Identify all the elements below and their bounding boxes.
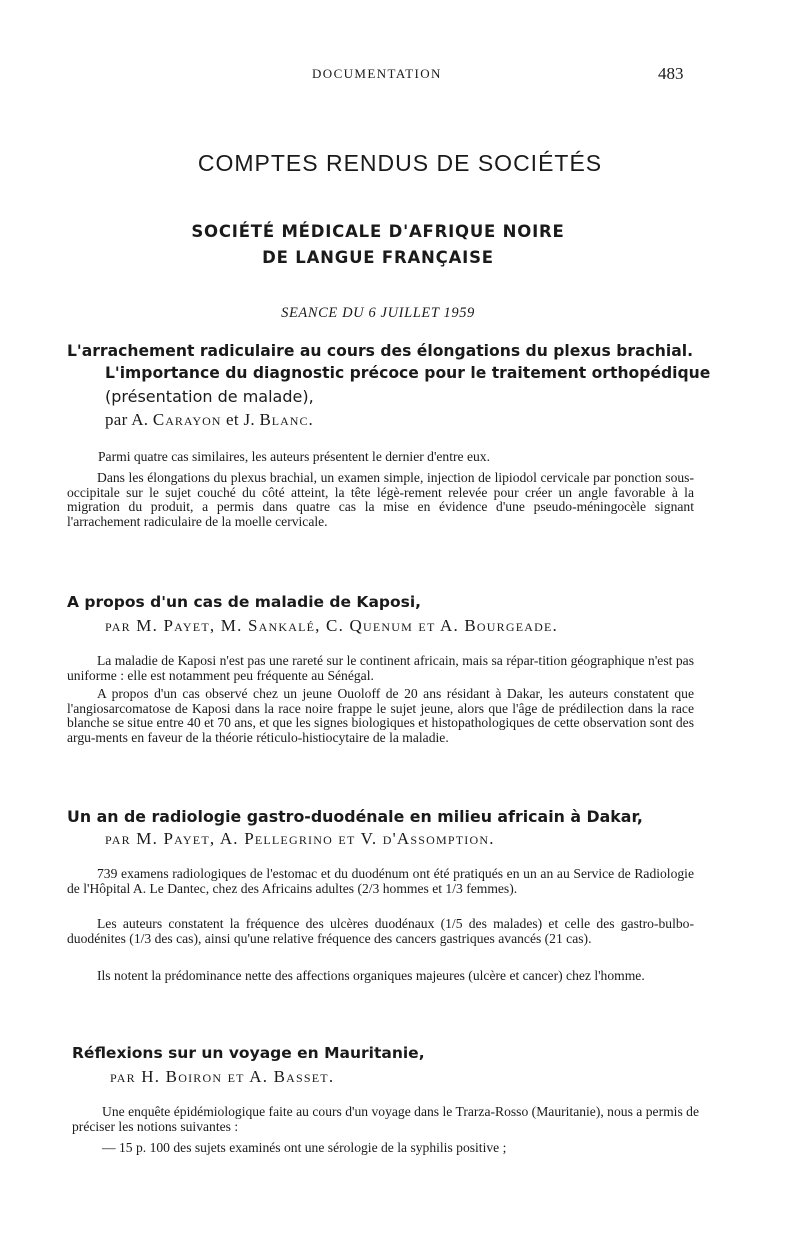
article-1-title-line1: L'arrachement radiculaire au cours des élongations du plexus brachial. — [67, 342, 694, 360]
article-1-authors — [105, 410, 313, 430]
article-2-paragraph-1: La maladie de Kaposi n'est pas une rareté sur le continent africain, mais sa répar-tition géographique n'est pas uniforme : elle est notamment peu fréquente au Sénégal. — [67, 653, 694, 683]
article-3-paragraph-2: Les auteurs constatent la fréquence des ulcères duodénaux (1/5 des malades) et celle des gastro-bulbo-duodénites (1/3 des cas), ainsi qu'une relative fréquence des cancers gastriques avancés (21 cas). — [67, 916, 694, 946]
page-number: 483 — [658, 64, 684, 83]
authors-suffix: . — [308, 410, 314, 429]
author-name: Carayon — [152, 410, 222, 429]
author-name: Blanc — [259, 410, 309, 429]
seance-date: SEANCE DU 6 JUILLET 1959 — [281, 305, 475, 321]
article-3-paragraph-1: 739 examens radiologiques de l'estomac et du duodénum ont été pratiqués en un an au Service de Radiologie de l'Hôpital A. Le Dantec, chez des Africains adultes (2/3 hommes et 1/3 femmes). — [67, 866, 694, 896]
article-3-title: Un an de radiologie gastro-duodénale en milieu africain à Dakar, — [67, 807, 643, 826]
article-1-subtitle: (présentation de malade), — [105, 387, 314, 406]
article-2-title: A propos d'un cas de maladie de Kaposi, — [67, 593, 422, 611]
article-4-paragraph-2: — 15 p. 100 des sujets examinés ont une sérologie de la syphilis positive ; — [102, 1140, 507, 1155]
society-name-line1: SOCIÉTÉ MÉDICALE D'AFRIQUE NOIRE — [191, 222, 565, 241]
article-1-paragraph-1: Parmi quatre cas similaires, les auteurs présentent le dernier d'entre eux. — [98, 449, 490, 464]
article-1-title-line2: L'importance du diagnostic précoce pour le traitement orthopédique — [105, 364, 711, 382]
article-4-authors: par H. Boiron et A. Basset. — [110, 1067, 335, 1086]
article-3-paragraph-3: Ils notent la prédominance nette des affections organiques majeures (ulcère et cancer) chez l'homme. — [97, 968, 645, 983]
article-3-authors: par M. Payet, A. Pellegrino et V. d'Assomption. — [105, 829, 495, 848]
authors-mid: et J. — [221, 410, 260, 429]
page-title: COMPTES RENDUS DE SOCIÉTÉS — [197, 150, 603, 176]
article-2-paragraph-2: A propos d'un cas observé chez un jeune Ouoloff de 20 ans résidant à Dakar, les auteurs constatent que l'angiosarcomatose de Kaposi dans la race noire frappe le sujet jeune, alors que l'âge de prédilection dans la race blanche se situe entre 40 et 70 ans, et que les signes biologiques et histopathologiques de cette observation sont des argu-ments en faveur de la théorie réticulo-histiocytaire de la maladie. — [67, 686, 694, 745]
article-4-title: Réflexions sur un voyage en Mauritanie, — [72, 1044, 425, 1062]
article-2-authors: par M. Payet, M. Sankalé, C. Quenum et A. Bourgeade. — [105, 616, 558, 635]
society-name-line2: DE LANGUE FRANÇAISE — [262, 248, 494, 267]
running-head: DOCUMENTATION — [312, 66, 442, 81]
authors-prefix: par A. — [105, 410, 153, 429]
article-1-paragraph-2: Dans les élongations du plexus brachial, un examen simple, injection de lipiodol cervicale par ponction sous-occipitale sur le sujet couché du côté atteint, la tête légè-rement relevée pour créer un angle favorable à la migration du produit, a permis dans quatre cas la mise en évidence d'une pseudo-méningocèle signant l'arrachement radiculaire de la moelle cervicale. — [67, 470, 694, 529]
article-4-paragraph-1: Une enquête épidémiologique faite au cours d'un voyage dans le Trarza-Rosso (Mauritanie), nous a permis de préciser les notions suivantes : — [72, 1104, 699, 1134]
